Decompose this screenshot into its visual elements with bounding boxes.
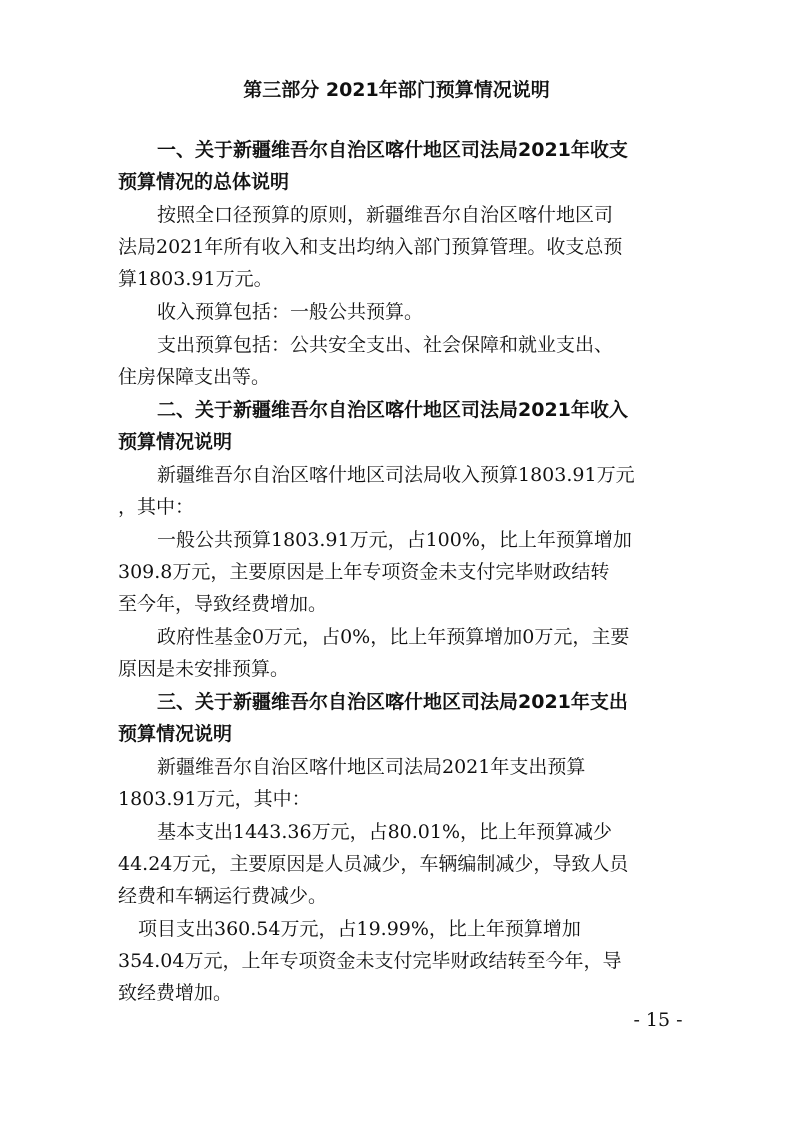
paragraph-line: 原因是未安排预算。 — [118, 658, 290, 680]
paragraph-line: 支出预算包括：公共安全支出、社会保障和就业支出、 — [157, 334, 614, 356]
section-heading-3-cont: 预算情况说明 — [118, 723, 233, 745]
paragraph-line: 新疆维吾尔自治区喀什地区司法局收入预算1803.91万元 — [157, 464, 635, 486]
paragraph-line: ，其中： — [118, 496, 195, 518]
paragraph-line: 政府性基金0万元，占0%，比上年预算增加0万元，主要 — [157, 626, 630, 648]
paragraph-line: 经费和车辆运行费减少。 — [118, 885, 328, 907]
paragraph-line: 354.04万元，上年专项资金未支付完毕财政结转至今年，导 — [118, 950, 622, 972]
paragraph-line: 至今年，导致经费增加。 — [118, 593, 328, 615]
section-heading-2-cont: 预算情况说明 — [118, 431, 233, 453]
paragraph-line: 44.24万元，主要原因是人员减少，车辆编制减少，导致人员 — [118, 853, 629, 875]
paragraph-line: 309.8万元，主要原因是上年专项资金未支付完毕财政结转 — [118, 561, 610, 583]
paragraph-line: 法局2021年所有收入和支出均纳入部门预算管理。收支总预 — [118, 236, 623, 258]
paragraph-line: 基本支出1443.36万元，占80.01%，比上年预算减少 — [157, 821, 613, 843]
paragraph-line: 项目支出360.54万元，占19.99%，比上年预算增加 — [138, 918, 581, 940]
paragraph-line: 算1803.91万元。 — [118, 268, 273, 290]
paragraph-line: 新疆维吾尔自治区喀什地区司法局2021年支出预算 — [157, 756, 586, 778]
paragraph-line: 致经费增加。 — [118, 982, 233, 1004]
paragraph-line: 按照全口径预算的原则，新疆维吾尔自治区喀什地区司 — [157, 204, 614, 226]
paragraph-line: 住房保障支出等。 — [118, 366, 271, 388]
page-title: 第三部分 2021年部门预算情况说明 — [243, 79, 550, 101]
page-number: - 15 - — [633, 1009, 683, 1031]
paragraph-line: 1803.91万元，其中： — [118, 788, 311, 810]
paragraph-line: 收入预算包括：一般公共预算。 — [157, 301, 424, 323]
section-heading-1: 一、关于新疆维吾尔自治区喀什地区司法局2021年收支 — [157, 139, 628, 161]
section-heading-2: 二、关于新疆维吾尔自治区喀什地区司法局2021年收入 — [157, 399, 628, 421]
section-heading-1-cont: 预算情况的总体说明 — [118, 171, 290, 193]
section-heading-3: 三、关于新疆维吾尔自治区喀什地区司法局2021年支出 — [157, 691, 628, 713]
paragraph-line: 一般公共预算1803.91万元，占100%，比上年预算增加 — [157, 529, 632, 551]
